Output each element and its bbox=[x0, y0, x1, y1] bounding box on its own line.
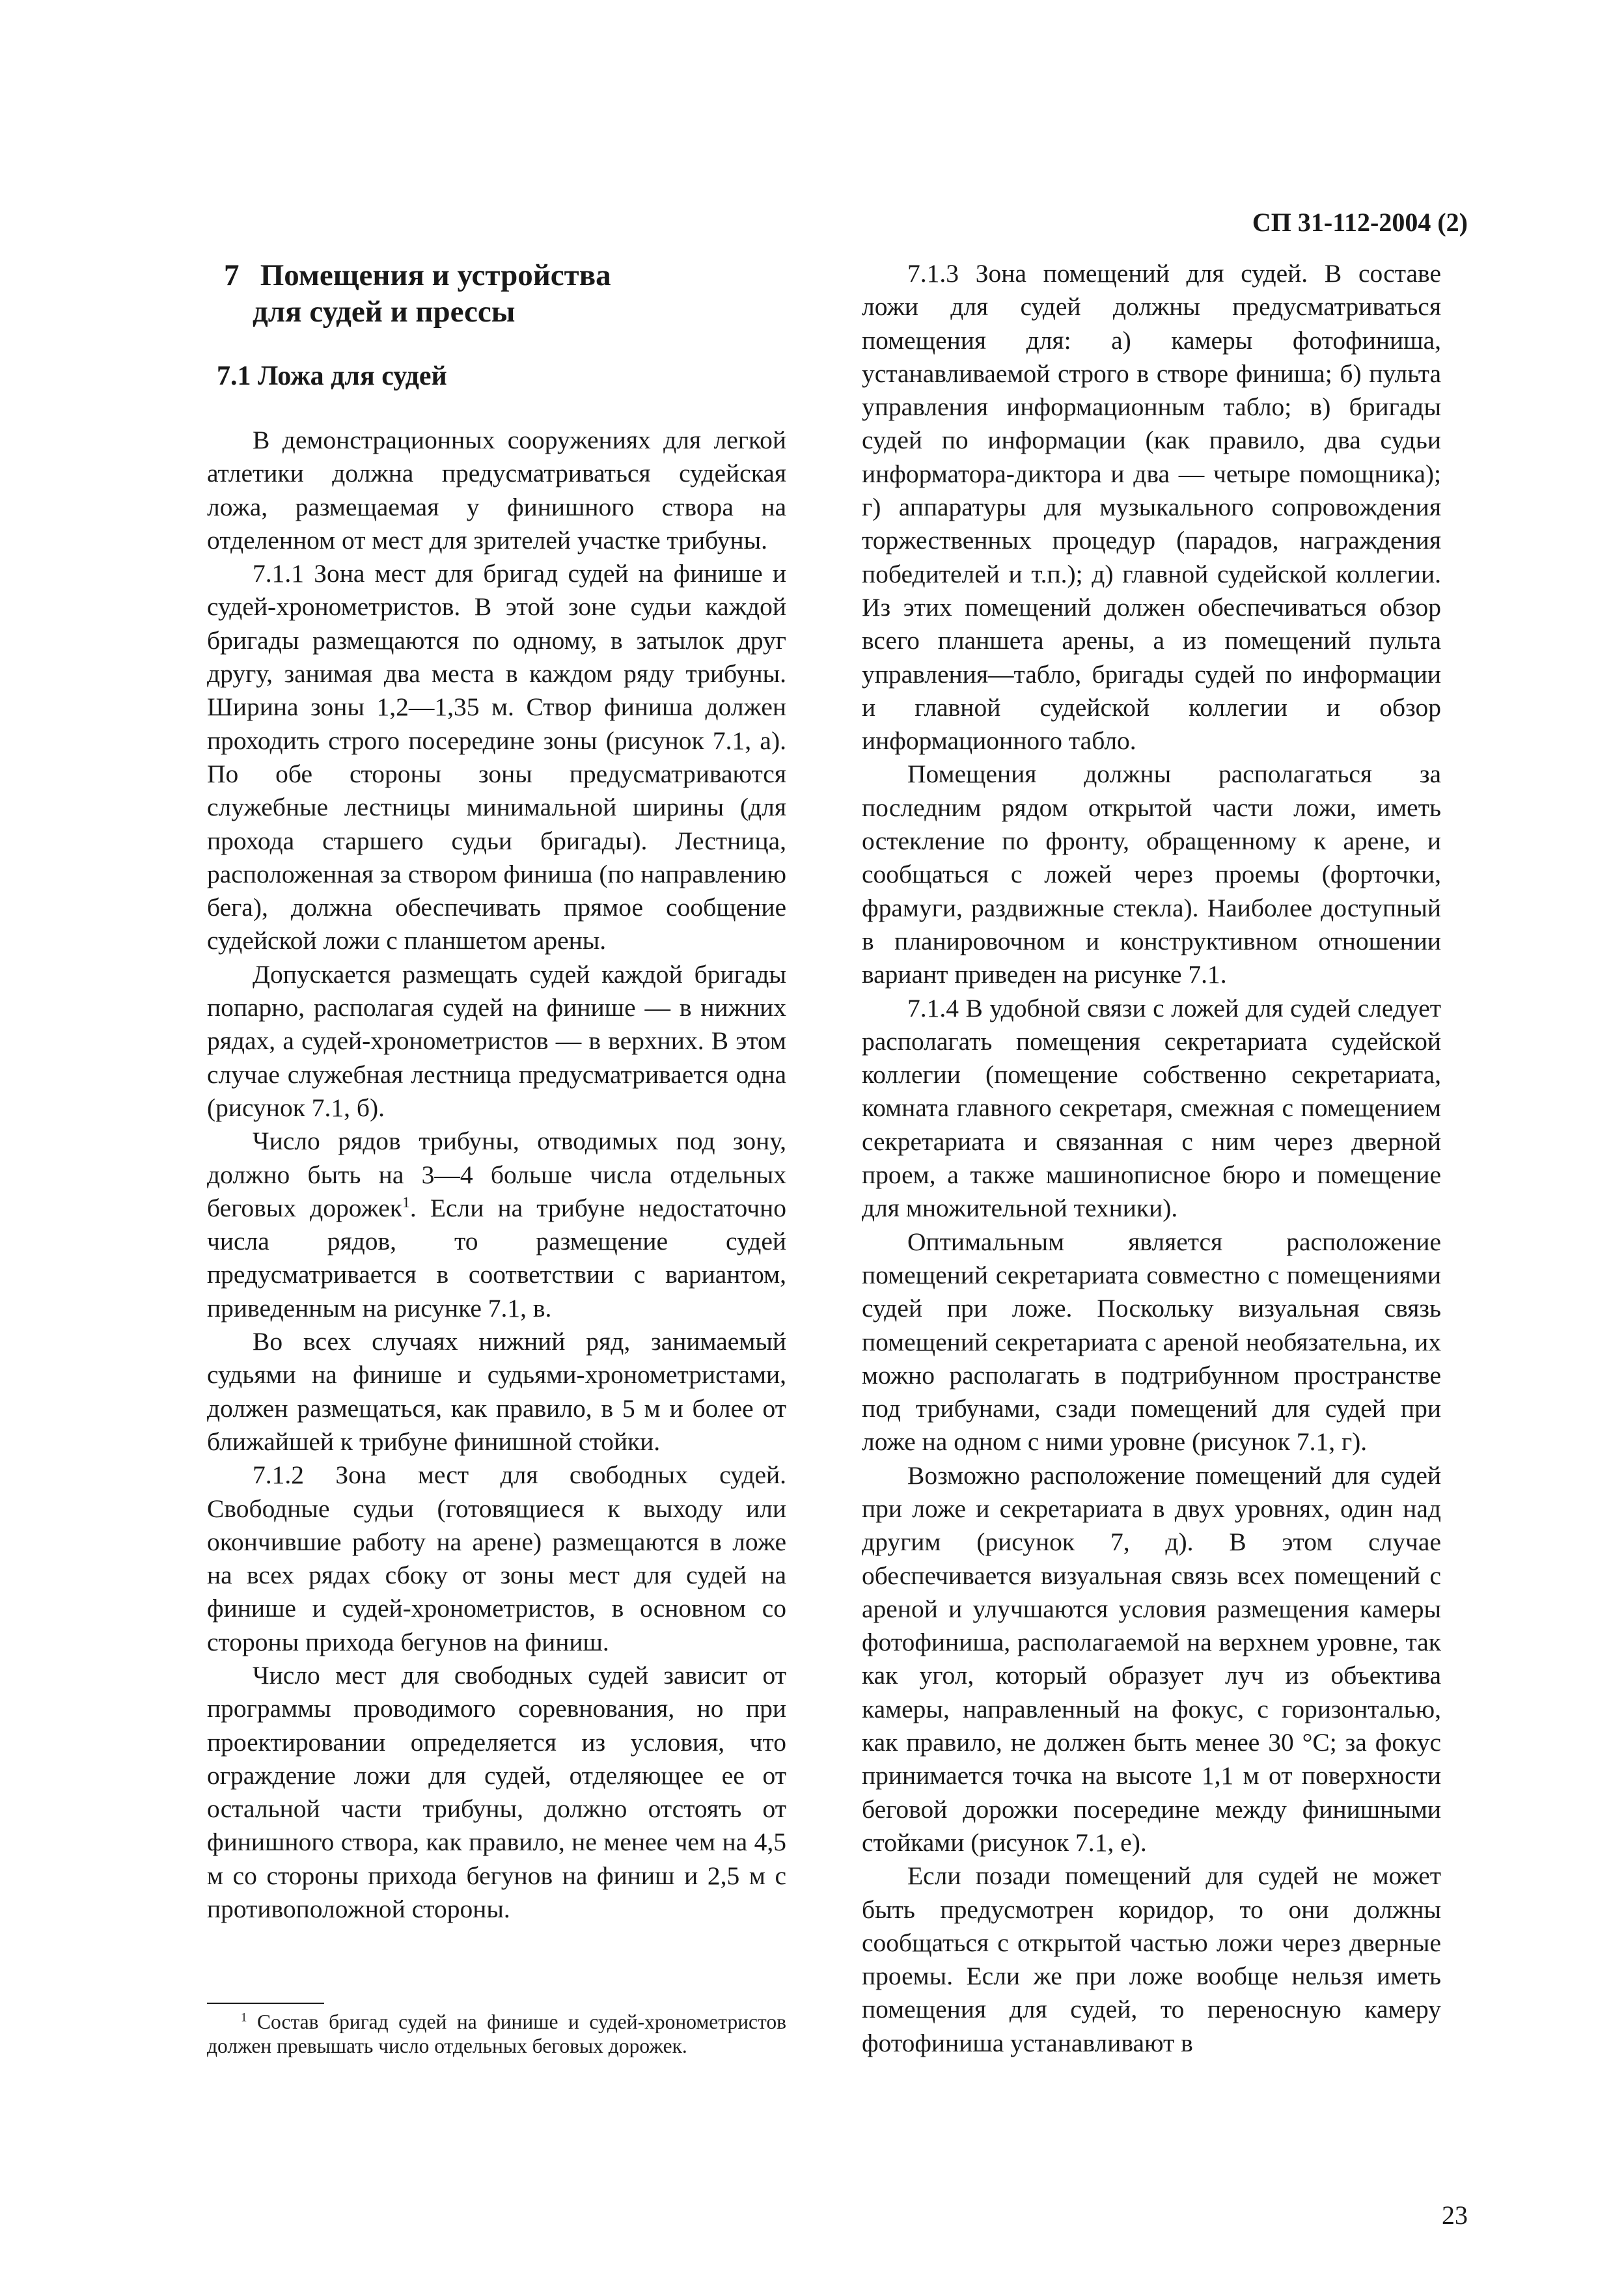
document-code-header: СП 31-112-2004 (2) bbox=[1252, 208, 1468, 237]
section-title-line1: Помещения и устройства bbox=[260, 258, 611, 292]
page-number: 23 bbox=[1442, 2200, 1468, 2230]
paragraph: 7.1.1 Зона мест для бригад судей на финише и судей-хронометристов. В этой зоне судьи каждой бригады размещаются по одному, в затылок друг другу, занимая два места в каждом ряду трибуны. Ширина зоны 1,2—1,35 м. Створ финиша должен проходить строго посередине зоны (рисунок 7.1, а). По обе стороны зоны предусматриваются служебные лестницы минимальной ширины (для прохода старшего судьи бригады). Лестница, расположенная за створом финиша (по направлению бега), должна обеспечивать прямое сообщение судейской ложи с планшетом арены. bbox=[207, 559, 786, 955]
footnote-text: Состав бригад судей на финише и судей-хронометристов должен превышать число отдельных беговых дорожек. bbox=[207, 2010, 787, 2057]
paragraph: Оптимальным является расположение помещений секретариата совместно с помещениями судей при ложе. Поскольку визуальная связь помещений секретариата с ареной необязательна, их можно располагать в подтрибунном пространстве под трибунами, сзади помещений для судей при ложе на одном с ними уровне (рисунок 7.1, г). bbox=[862, 1227, 1441, 1457]
paragraph: 7.1.3 Зона помещений для судей. В составе ложи для судей должны предусматриваться помещения для: а) камеры фотофиниша, устанавливаемой строго в створе финиша; б) пульта управления информационным табло; в) бригады судей по информации (как правило, два судьи информатора-диктора и два — четыре помощника); г) аппаратуры для музыкального сопровождения торжественных процедур (парадов, награждения победителей и т.п.); д) главной судейской коллегии. Из этих помещений должен обеспечиваться обзор всего планшета арены, а из помещений пульта управления—табло, бригады судей по информации и главной судейской коллегии и обзор информационного табло. bbox=[862, 259, 1441, 756]
paragraph: 7.1.2 Зона мест для свободных судей. Свободные судьи (готовящиеся к выходу или окончившие работу на арене) размещаются в ложе на всех рядах сбоку от зоны мест для судей на финише и судей-хронометристов, в основном со стороны прихода бегунов на финиш. bbox=[207, 1460, 786, 1656]
paragraph-with-footnote-ref bbox=[207, 1125, 786, 1325]
paragraph-text: . Если на трибуне недостаточно числа рядов, то размещение судей предусматривается в соответствии с вариантом, приведенным на рисунке 7.1, в. bbox=[207, 1193, 786, 1323]
footnote bbox=[207, 2010, 786, 2058]
paragraph: 7.1.4 В удобной связи с ложей для судей следует располагать помещения секретариата судейской коллегии (помещение собственно секретариата, комната главного секретаря, смежная с помещением секретариата и связанная с ним через дверной проем, а также машинописное бюро и помещение для множительной техники). bbox=[862, 993, 1441, 1223]
right-column bbox=[862, 257, 1441, 2060]
paragraph: В демонстрационных сооружениях для легкой атлетики должна предусматриваться судейская ложа, размещаемая у финишного створа на отделенном от мест для зрителей участке трибуны. bbox=[207, 426, 786, 555]
footnote-marker: 1 bbox=[241, 2010, 247, 2025]
left-column bbox=[207, 257, 786, 1926]
paragraph: Помещения должны располагаться за последним рядом открытой части ложи, иметь остекление по фронту, обращенному к арене, и сообщаться с ложей через проемы (форточки, фрамуги, раздвижные стекла). Наиболее доступный в планировочном и конструктивном отношении вариант приведен на рисунке 7.1. bbox=[862, 760, 1441, 989]
footnote-divider bbox=[207, 2003, 324, 2004]
paragraph: Во всех случаях нижний ряд, занимаемый судьями на финише и судьями-хронометристами, должен размещаться, как правило, в 5 м и более от ближайшей к трибуне финишной стойки. bbox=[207, 1327, 786, 1456]
paragraph: Возможно расположение помещений для судей при ложе и секретариата в двух уровнях, один над другим (рисунок 7, д). В этом случае обеспечивается визуальная связь всех помещений с ареной и улучшаются условия размещения камеры фотофиниша, располагаемой на верхнем уровне, так как угол, который образует луч из объектива камеры, направленный на фокус, с горизонталью, как правило, не должен быть менее 30 °С; за фокус принимается точка на высоте 1,1 м от поверхности беговой дорожки посередине между финишными стойками (рисунок 7.1, е). bbox=[862, 1460, 1441, 1857]
section-number: 7 bbox=[224, 258, 240, 292]
section-title-line2: для судей и прессы bbox=[253, 295, 516, 329]
footnote-reference[interactable]: 1 bbox=[402, 1194, 410, 1211]
paragraph: Число мест для свободных судей зависит от программы проводимого соревнования, но при проектировании определяется из условия, что ограждение ложи для судей, отделяющее ее от остальной части трибуны, должно отстоять от финишного створа, как правило, не менее чем на 4,5 м со стороны прихода бегунов на финиш и 2,5 м с противоположной стороны. bbox=[207, 1660, 786, 1924]
section-title bbox=[207, 257, 786, 330]
paragraph: Если позади помещений для судей не может быть предусмотрен коридор, то они должны сообщаться с открытой частью ложи через дверные проемы. Если же при ложе вообще нельзя иметь помещения для судей, то переносную камеру фотофиниша устанавливают в bbox=[862, 1861, 1441, 2057]
paragraph-text: Число рядов трибуны, отводимых под зону, должно быть на 3—4 больше числа отдельных беговых дорожек bbox=[207, 1127, 786, 1222]
paragraph: Допускается размещать судей каждой бригады попарно, располагая судей на финише — в нижних рядах, а судей-хронометристов — в верхних. В этом случае служебная лестница предусматривается одна (рисунок 7.1, б). bbox=[207, 959, 786, 1122]
subsection-title: 7.1 Ложа для судей bbox=[217, 361, 447, 391]
